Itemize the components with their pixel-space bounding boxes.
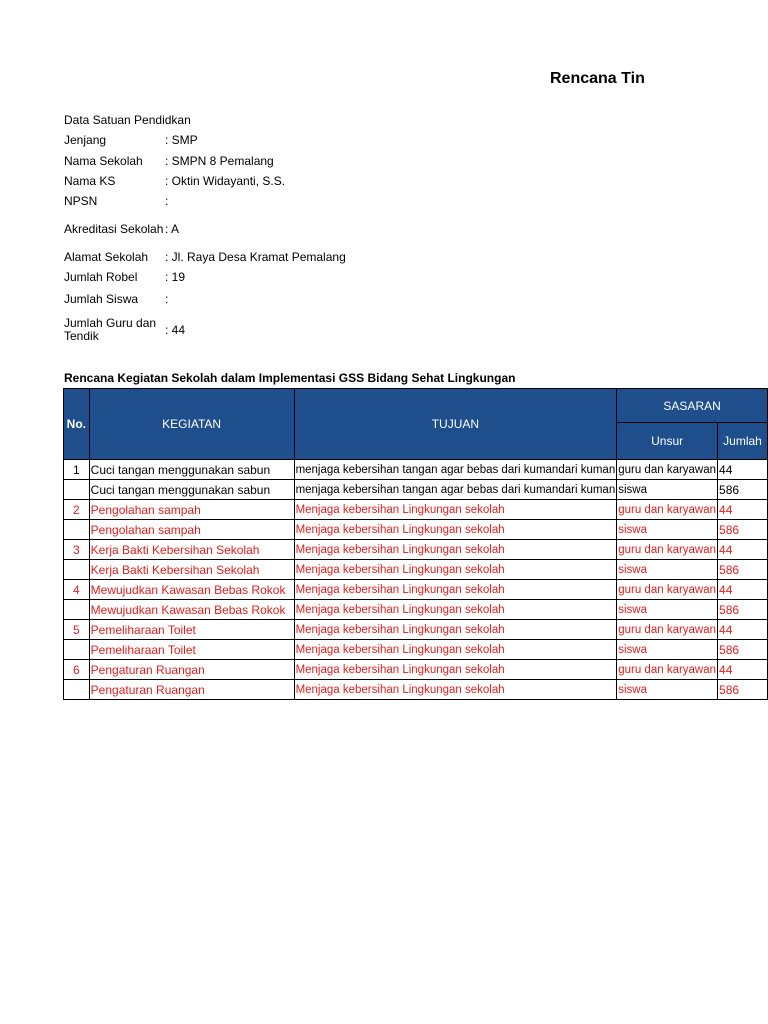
kegiatan-table <box>63 388 768 700</box>
cell-unsur: guru dan karyawan <box>617 660 718 680</box>
info-row-jenjang <box>64 130 484 151</box>
table-row <box>64 640 768 660</box>
cell-unsur: siswa <box>617 680 718 700</box>
header-kegiatan: KEGIATAN <box>89 389 294 460</box>
cell-jumlah: 44 <box>718 660 768 680</box>
cell-tujuan: menjaga kebersihan tangan agar bebas dari kumandari kuman <box>294 480 617 500</box>
cell-jumlah: 44 <box>718 500 768 520</box>
cell-tujuan: Menjaga kebersihan Lingkungan sekolah <box>294 500 617 520</box>
info-value: : 44 <box>165 322 186 337</box>
info-value: : <box>165 194 169 208</box>
table-row <box>64 540 768 560</box>
cell-no <box>64 680 90 700</box>
cell-jumlah: 586 <box>718 520 768 540</box>
table-row <box>64 680 768 700</box>
cell-kegiatan: Pengolahan sampah <box>89 500 294 520</box>
cell-unsur: guru dan karyawan <box>617 580 718 600</box>
cell-jumlah: 586 <box>718 680 768 700</box>
cell-tujuan: menjaga kebersihan tangan agar bebas dari kumandari kuman <box>294 460 617 480</box>
info-value: : Oktin Widayanti, S.S. <box>165 174 286 188</box>
cell-tujuan: Menjaga kebersihan Lingkungan sekolah <box>294 580 617 600</box>
info-row-siswa <box>64 288 484 310</box>
info-value: : SMP <box>165 133 198 147</box>
cell-no: 2 <box>64 500 90 520</box>
header-tujuan: TUJUAN <box>294 389 617 460</box>
cell-unsur: siswa <box>617 520 718 540</box>
cell-tujuan: Menjaga kebersihan Lingkungan sekolah <box>294 680 617 700</box>
info-value: : <box>165 291 169 306</box>
info-row-nama-sekolah <box>64 151 484 171</box>
info-label: Alamat Sekolah <box>64 249 149 264</box>
section-title: Rencana Kegiatan Sekolah dalam Implementasi GSS Bidang Sehat Lingkungan <box>64 371 516 385</box>
cell-tujuan: Menjaga kebersihan Lingkungan sekolah <box>294 620 617 640</box>
cell-kegiatan: Mewujudkan Kawasan Bebas Rokok <box>89 580 294 600</box>
info-label: Jumlah Guru dan Tendik <box>64 316 157 343</box>
cell-kegiatan: Cuci tangan menggunakan sabun <box>89 460 294 480</box>
cell-unsur: siswa <box>617 480 718 500</box>
cell-kegiatan: Kerja Bakti Kebersihan Sekolah <box>89 540 294 560</box>
info-row-guru <box>64 310 484 350</box>
cell-kegiatan: Cuci tangan menggunakan sabun <box>89 480 294 500</box>
cell-jumlah: 44 <box>718 460 768 480</box>
cell-no: 6 <box>64 660 90 680</box>
cell-tujuan: Menjaga kebersihan Lingkungan sekolah <box>294 560 617 580</box>
cell-unsur: siswa <box>617 600 718 620</box>
info-row-alamat <box>64 247 484 267</box>
table-row <box>64 600 768 620</box>
cell-unsur: guru dan karyawan <box>617 460 718 480</box>
info-row-npsn <box>64 192 484 211</box>
cell-no <box>64 600 90 620</box>
cell-jumlah: 586 <box>718 640 768 660</box>
table-row <box>64 560 768 580</box>
info-row-akreditasi <box>64 211 484 247</box>
table-row <box>64 660 768 680</box>
cell-no <box>64 480 90 500</box>
cell-jumlah: 44 <box>718 540 768 560</box>
header-no: No. <box>64 389 90 460</box>
cell-no <box>64 640 90 660</box>
cell-kegiatan: Pemeliharaan Toilet <box>89 640 294 660</box>
cell-jumlah: 44 <box>718 580 768 600</box>
cell-kegiatan: Pengaturan Ruangan <box>89 680 294 700</box>
info-label: NPSN <box>64 194 98 208</box>
cell-unsur: siswa <box>617 560 718 580</box>
cell-kegiatan: Kerja Bakti Kebersihan Sekolah <box>89 560 294 580</box>
cell-tujuan: Menjaga kebersihan Lingkungan sekolah <box>294 540 617 560</box>
table-row <box>64 620 768 640</box>
cell-kegiatan: Mewujudkan Kawasan Bebas Rokok <box>89 600 294 620</box>
table-row <box>64 500 768 520</box>
cell-unsur: guru dan karyawan <box>617 500 718 520</box>
cell-tujuan: Menjaga kebersihan Lingkungan sekolah <box>294 660 617 680</box>
header-sasaran: SASARAN <box>617 389 768 423</box>
info-label: Nama KS <box>64 174 116 188</box>
info-row-robel <box>64 267 484 288</box>
info-label: Jumlah Siswa <box>64 291 139 306</box>
cell-no: 1 <box>64 460 90 480</box>
table-row <box>64 520 768 540</box>
page-title: Rencana Tin <box>550 70 645 87</box>
header-jumlah: Jumlah <box>718 423 768 460</box>
school-info-heading: Data Satuan Pendidkan <box>64 113 191 127</box>
cell-unsur: guru dan karyawan <box>617 620 718 640</box>
cell-no <box>64 520 90 540</box>
cell-kegiatan: Pengolahan sampah <box>89 520 294 540</box>
cell-unsur: siswa <box>617 640 718 660</box>
info-label: Jumlah Robel <box>64 270 138 284</box>
header-unsur: Unsur <box>617 423 718 460</box>
table-row <box>64 480 768 500</box>
cell-jumlah: 44 <box>718 620 768 640</box>
cell-tujuan: Menjaga kebersihan Lingkungan sekolah <box>294 600 617 620</box>
info-value: : 19 <box>165 270 186 284</box>
info-row-nama-ks <box>64 171 484 192</box>
cell-kegiatan: Pengaturan Ruangan <box>89 660 294 680</box>
school-info <box>64 111 484 350</box>
cell-tujuan: Menjaga kebersihan Lingkungan sekolah <box>294 520 617 540</box>
table-row <box>64 460 768 480</box>
info-label: Nama Sekolah <box>64 153 143 168</box>
info-label: Akreditasi Sekolah <box>64 221 164 236</box>
cell-tujuan: Menjaga kebersihan Lingkungan sekolah <box>294 640 617 660</box>
info-value: : A <box>165 221 180 236</box>
table-row <box>64 580 768 600</box>
cell-kegiatan: Pemeliharaan Toilet <box>89 620 294 640</box>
cell-no: 3 <box>64 540 90 560</box>
cell-no <box>64 560 90 580</box>
cell-jumlah: 586 <box>718 560 768 580</box>
cell-jumlah: 586 <box>718 480 768 500</box>
cell-jumlah: 586 <box>718 600 768 620</box>
info-value: : Jl. Raya Desa Kramat Pemalang <box>165 249 346 264</box>
info-label: Jenjang <box>64 133 107 147</box>
cell-no: 4 <box>64 580 90 600</box>
info-value: : SMPN 8 Pemalang <box>165 153 274 168</box>
cell-unsur: guru dan karyawan <box>617 540 718 560</box>
cell-no: 5 <box>64 620 90 640</box>
